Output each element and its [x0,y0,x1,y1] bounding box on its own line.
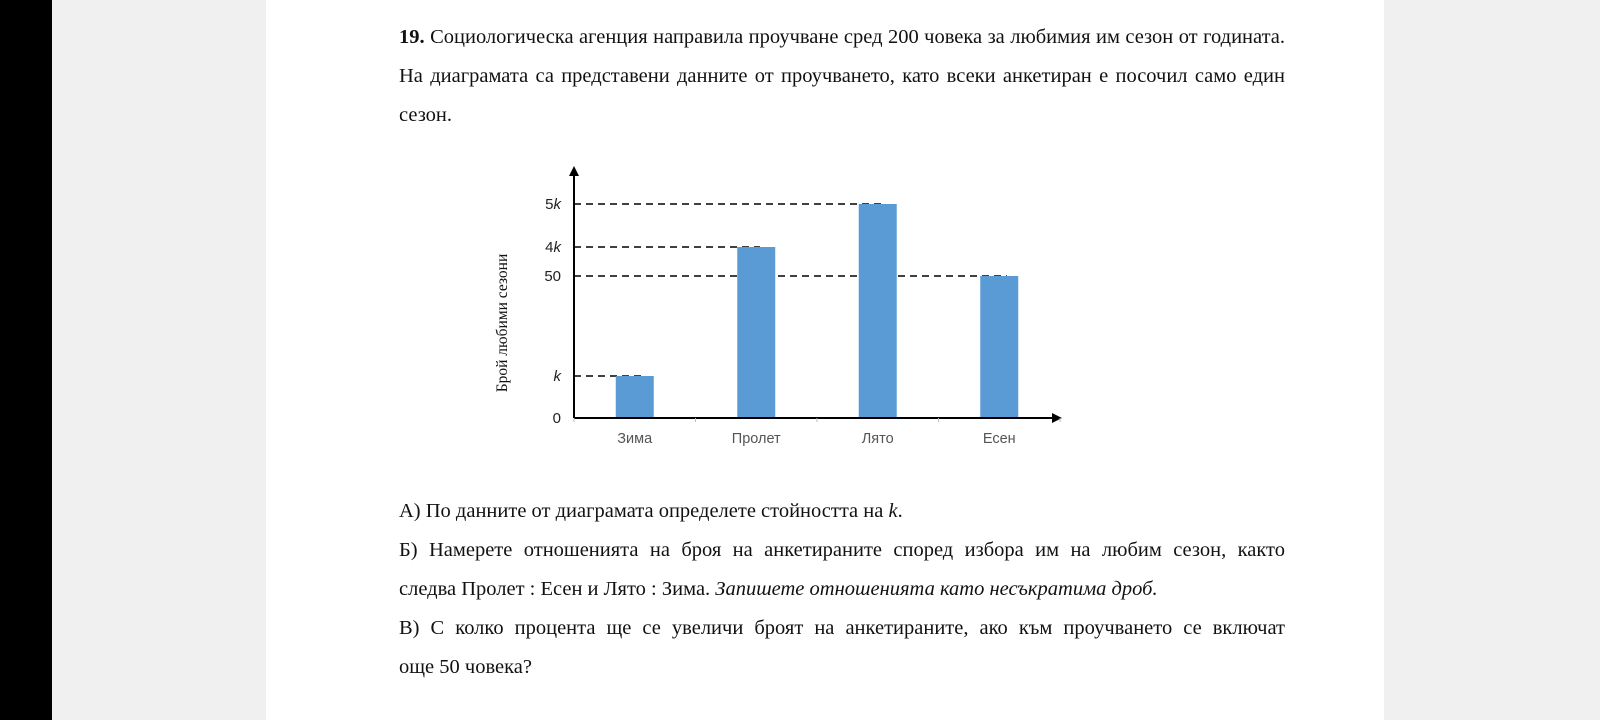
question-b-line1: Б) Намерете отношенията на броя на анкетираните според избора им на любим сезон, както [399,539,1285,561]
y-tick-label-4k: 4k [545,239,561,256]
bar-1 [737,247,775,418]
left-sidebar-bar [0,0,52,720]
category-label-1: Пролет [731,431,781,447]
problem-text: Социологическа агенция направила проучване сред 200 човека за любимия им сезон от годината. На диаграмата са представени данните от проучването, като всеки анкетиран е посочил само един сезон. [399,26,1286,126]
bar-0 [616,376,654,418]
question-b-line2: следва Пролет : Есен и Лято : Зима. Запишете отношенията като несъкратима дроб. [399,578,1158,600]
question-c-line1: В) С колко процента ще се увеличи броят на анкетираните, ако към проучването се включат [399,617,1285,639]
problem-number: 19. [399,26,425,48]
y-tick-label-5k: 5k [545,196,561,213]
category-label-0: Зима [617,431,653,447]
y-tick-label-k: k [553,368,561,385]
bar-2 [859,204,897,418]
y-tick-label-0: 0 [552,410,561,427]
bar-chart [266,0,1384,480]
category-label-2: Лято [861,431,894,447]
document-page [266,0,1384,720]
y-axis-label: Брой любими сезони [494,253,511,393]
category-label-3: Есен [982,431,1016,447]
y-tick-label-50: 50 [544,268,561,285]
question-c-line2: още 50 човека? [399,656,532,678]
question-a: А) По данните от диаграмата определете стойността на k. [399,500,903,522]
bar-3 [980,276,1018,418]
questions [399,492,1285,687]
